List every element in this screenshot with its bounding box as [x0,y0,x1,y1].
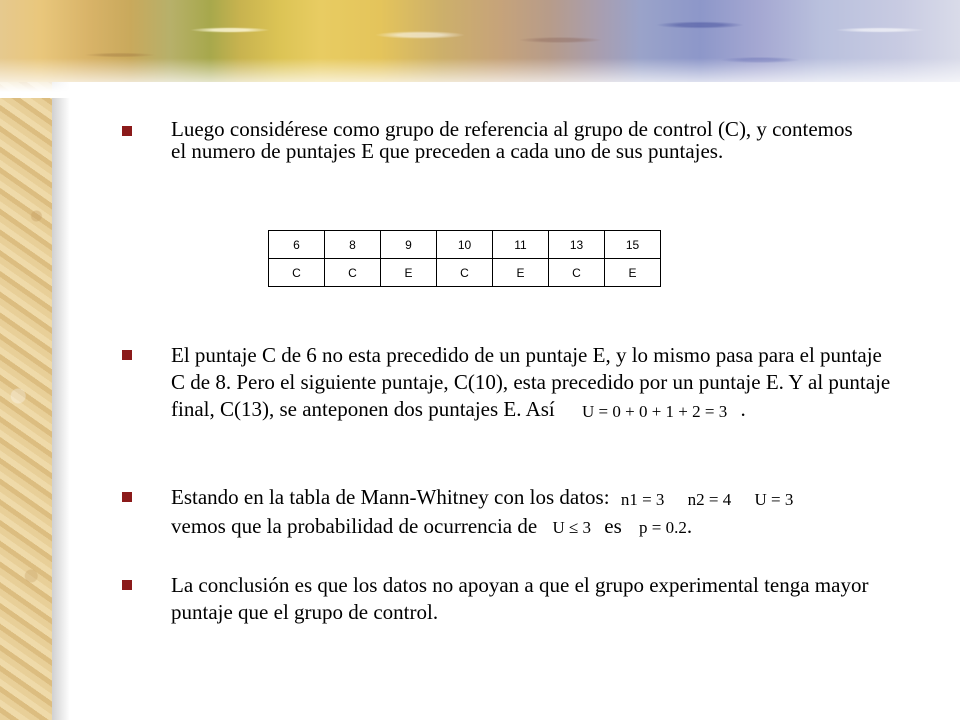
table-row [269,259,661,287]
scores-table [268,230,661,287]
table-cell: E [381,259,437,287]
table-cell: 9 [381,231,437,259]
bullet-icon [122,580,132,590]
probability-text: vemos que la probabilidad de ocurrencia de [171,513,538,538]
u-le-formula: U ≤ 3 [552,518,592,538]
bullet-icon [122,126,132,136]
p-formula: p = 0.2 [639,518,687,538]
bullet-icon [122,350,132,360]
mann-whitney-text: Estando en la tabla de Mann-Whitney con los datos: [171,485,610,509]
period: . [740,397,746,421]
paragraph-conclusion: La conclusión es que los datos no apoyan a que el grupo experimental tenga mayor puntaje que el grupo de control. [171,573,869,624]
table-cell: C [437,259,493,287]
u-formula: U = 0 + 0 + 1 + 2 = 3 [582,401,728,421]
u-value-formula: U = 3 [754,489,794,509]
n2-formula: n2 = 4 [687,489,732,509]
table-cell: E [605,259,661,287]
paragraph-mann-whitney [171,484,891,541]
es-text: es [604,513,622,538]
paragraph-reference-group: Luego considérese como grupo de referencia al grupo de control (C), y contemos el numero de puntajes E que preceden a cada uno de sus puntajes. [171,117,853,163]
table-cell: C [269,259,325,287]
table-cell: 13 [549,231,605,259]
table-cell: C [549,259,605,287]
explanation-text: El puntaje C de 6 no esta precedido de un puntaje E, y lo mismo pasa para el puntaje C de 8. Pero el siguiente puntaje, C(10), esta precedido por un puntaje E. Y al puntaje final, C(13), se anteponen dos puntajes E. Así [171,343,891,421]
table-cell: 6 [269,231,325,259]
n1-formula: n1 = 3 [620,489,665,509]
table-cell: 8 [325,231,381,259]
period: . [686,513,693,538]
table-row [269,231,661,259]
table-cell: C [325,259,381,287]
bullet-icon [122,492,132,502]
table-cell: E [493,259,549,287]
table-cell: 15 [605,231,661,259]
paragraph-explanation [171,342,891,425]
table-cell: 10 [437,231,493,259]
table-cell: 11 [493,231,549,259]
